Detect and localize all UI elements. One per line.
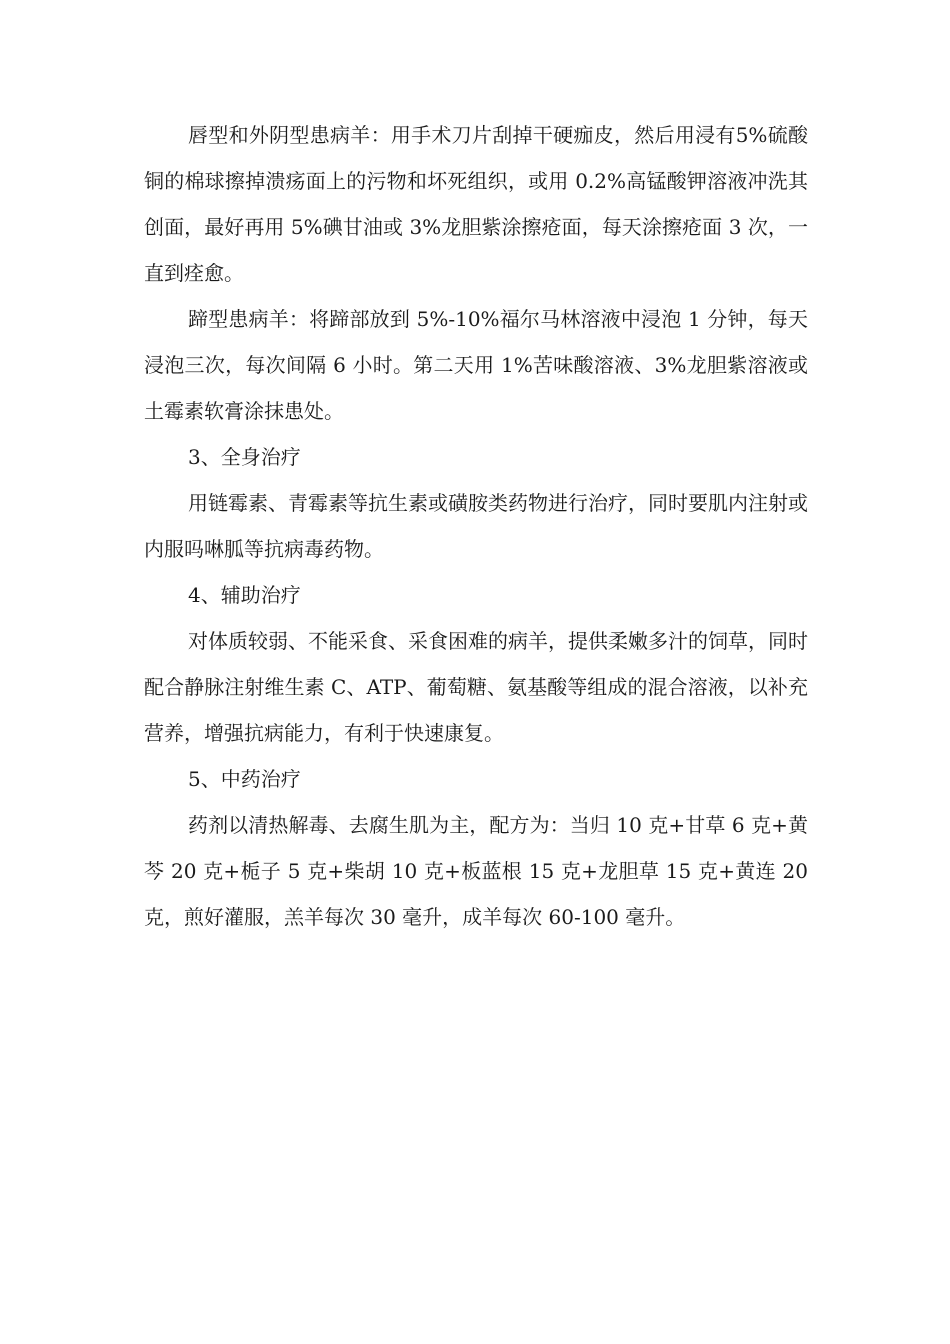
paragraph-auxiliary-treatment: 对体质较弱、不能采食、采食困难的病羊，提供柔嫩多汁的饲草，同时配合静脉注射维生素 C、ATP、葡萄糖、氨基酸等组成的混合溶液，以补充营养，增强抗病能力，有利于快速康复。 <box>144 629 808 745</box>
heading-auxiliary-treatment: 4、辅助治疗 <box>188 583 301 607</box>
document-body <box>144 112 808 940</box>
paragraph-systemic-treatment: 用链霉素、青霉素等抗生素或磺胺类药物进行治疗，同时要肌内注射或内服吗啉胍等抗病毒药物。 <box>144 491 808 561</box>
heading-herbal-treatment: 5、中药治疗 <box>188 767 301 791</box>
paragraph-hoof-treatment: 蹄型患病羊：将蹄部放到 5%-10%福尔马林溶液中浸泡 1 分钟，每天浸泡三次，每次间隔 6 小时。第二天用 1%苦味酸溶液、3%龙胆紫溶液或土霉素软膏涂抹患处。 <box>144 307 808 423</box>
paragraph-lip-vulva-treatment: 唇型和外阴型患病羊：用手术刀片刮掉干硬痂皮，然后用浸有5%硫酸铜的棉球擦掉溃疡面上的污物和坏死组织，或用 0.2%高锰酸钾溶液冲洗其创面，最好再用 5%碘甘油或 3%龙胆紫涂擦疮面，每天涂擦疮面 3 次，一直到痊愈。 <box>144 123 808 285</box>
heading-systemic-treatment: 3、全身治疗 <box>188 445 301 469</box>
paragraph-herbal-treatment: 药剂以清热解毒、去腐生肌为主，配方为：当归 10 克+甘草 6 克+黄芩 20 克+栀子 5 克+柴胡 10 克+板蓝根 15 克+龙胆草 15 克+黄连 20 克，煎好灌服，羔羊每次 30 毫升，成羊每次 60-100 毫升。 <box>144 813 808 929</box>
